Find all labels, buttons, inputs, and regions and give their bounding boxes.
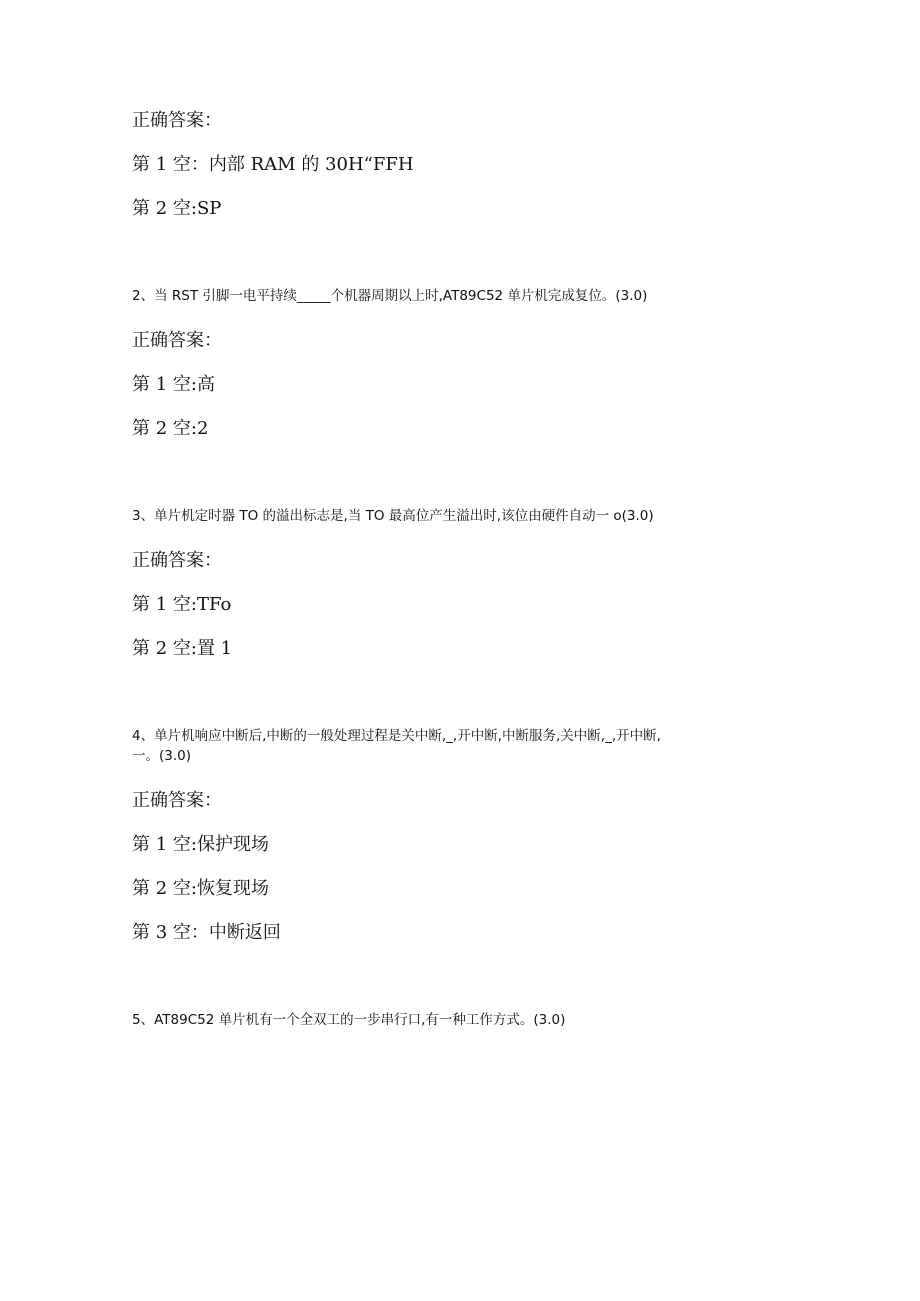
blank-answer-1: 第 1 空:高 xyxy=(132,374,215,395)
blank-answer-2: 第 2 空:2 xyxy=(132,418,209,439)
blank-answer-1: 第 1 空:TFo xyxy=(132,594,232,615)
question-3-text: 3、单片机定时器 TO 的溢出标志是,当 TO 最高位产生溢出时,该位由硬件自动一 o(3.0) xyxy=(132,508,654,524)
blank-answer-1: 第 1 空:保护现场 xyxy=(132,834,269,855)
blank-answer-3: 第 3 空：中断返回 xyxy=(132,922,281,943)
blank-answer-2: 第 2 空:SP xyxy=(132,198,222,219)
question-2-text: 2、当 RST 引脚一电平持续_____个机器周期以上时,AT89C52 单片机完成复位。(3.0) xyxy=(132,288,648,304)
question-4-text-line-2: 一。(3.0) xyxy=(132,748,192,764)
blank-answer-1: 第 1 空：内部 RAM 的 30H“FFH xyxy=(132,154,414,175)
blank-answer-2: 第 2 空:恢复现场 xyxy=(132,878,269,899)
blank-answer-2: 第 2 空:置 1 xyxy=(132,638,233,659)
answer-heading: 正确答案： xyxy=(132,110,222,131)
question-4-text-line-1: 4、单片机响应中断后,中断的一般处理过程是关中断,_,开中断,中断服务,关中断,_,开中断, xyxy=(132,728,661,744)
answer-heading: 正确答案： xyxy=(132,790,222,811)
answer-heading: 正确答案： xyxy=(132,330,222,351)
question-5-text: 5、AT89C52 单片机有一个全双工的一步串行口,有一种工作方式。(3.0) xyxy=(132,1012,566,1028)
answer-heading: 正确答案： xyxy=(132,550,222,571)
